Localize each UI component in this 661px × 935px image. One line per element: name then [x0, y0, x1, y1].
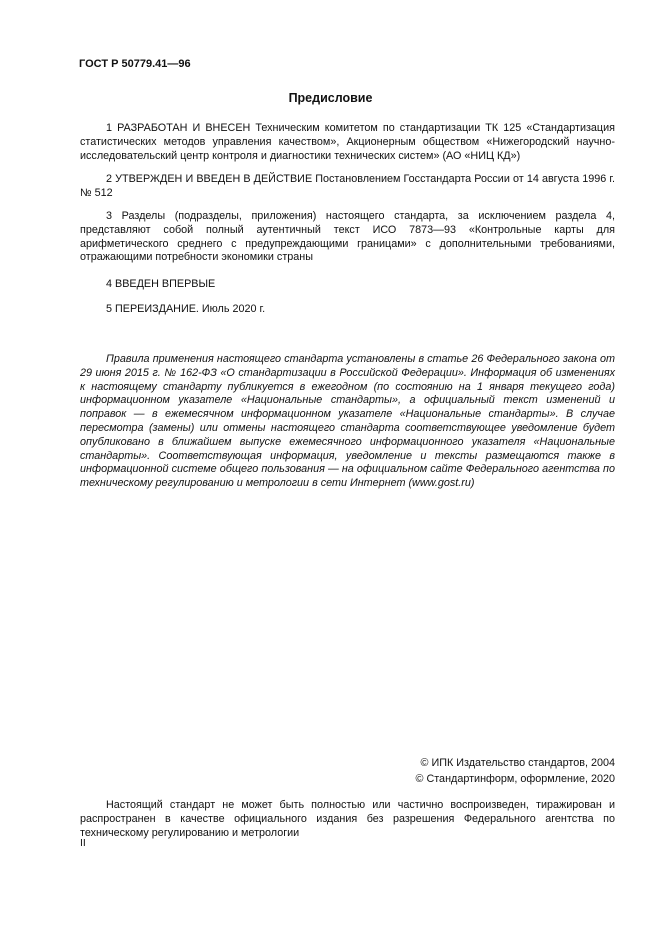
paragraph-3-text: 3 Разделы (подразделы, приложения) настоящего стандарта, за исключением раздела 4, представляют собой полный аутентичный текст ИСО 7873—93 «Контрольные карты для арифметического среднего с предупреждающими границами» с дополнительными требованиями, отражающими потребности экономики страны: [80, 210, 615, 264]
reproduction-notice: [80, 799, 615, 840]
copyright-2: © Стандартинформ, оформление, 2020: [415, 773, 615, 785]
page-number: II: [80, 837, 86, 849]
paragraph-1-text: 1 РАЗРАБОТАН И ВНЕСЕН Техническим комитетом по стандартизации ТК 125 «Стандартизация статистических методов управления качеством», Акционерным обществом «Нижегородский научно-исследовательский центр контроля и диагностики технических систем» (АО «НИЦ КД»): [80, 122, 615, 162]
paragraph-3: [80, 210, 615, 265]
paragraph-1: [80, 122, 615, 163]
notice-text: Правила применения настоящего стандарта установлены в статье 26 Федерального закона от 29 июня 2015 г. № 162-ФЗ «О стандартизации в Российской Федерации». Информация об изменениях к настоящему стандарту публикуется в ежегодном (по состоянию на 1 января текущего года) информационном указателе «Национальные стандарты», а официальный текст изменений и поправок — в ежемесячном информационном указателе «Национальные стандарты». В случае пересмотра (замены) или отмены настоящего стандарта соответствующее уведомление будет опубликовано в ближайшем выпуске ежемесячного информационного указателя «Национальные стандарты». Соответствующая информация, уведомление и тексты размещаются также в информационной системе общего пользования — на официальном сайте Федерального агентства по техническому регулированию и метрологии в сети Интернет (www.gost.ru): [80, 353, 615, 490]
page-title: Предисловие: [288, 91, 373, 105]
copyright-1: © ИПК Издательство стандартов, 2004: [420, 757, 615, 769]
reproduction-notice-text: Настоящий стандарт не может быть полностью или частично воспроизведен, тиражирован и распространен в качестве официального издания без разрешения Федерального агентства по техническому регулированию и метрологии: [80, 799, 615, 839]
paragraph-5: [80, 303, 615, 317]
standard-application-notice: [80, 353, 615, 491]
paragraph-4: [80, 278, 615, 292]
paragraph-4-text: 4 ВВЕДЕН ВПЕРВЫЕ: [106, 278, 216, 290]
document-code: ГОСТ Р 50779.41—96: [79, 58, 191, 70]
paragraph-2-text: 2 УТВЕРЖДЕН И ВВЕДЕН В ДЕЙСТВИЕ Постановлением Госстандарта России от 14 августа 1996 г. № 512: [80, 173, 615, 199]
paragraph-5-text: 5 ПЕРЕИЗДАНИЕ. Июль 2020 г.: [106, 303, 266, 315]
paragraph-2: [80, 173, 615, 201]
